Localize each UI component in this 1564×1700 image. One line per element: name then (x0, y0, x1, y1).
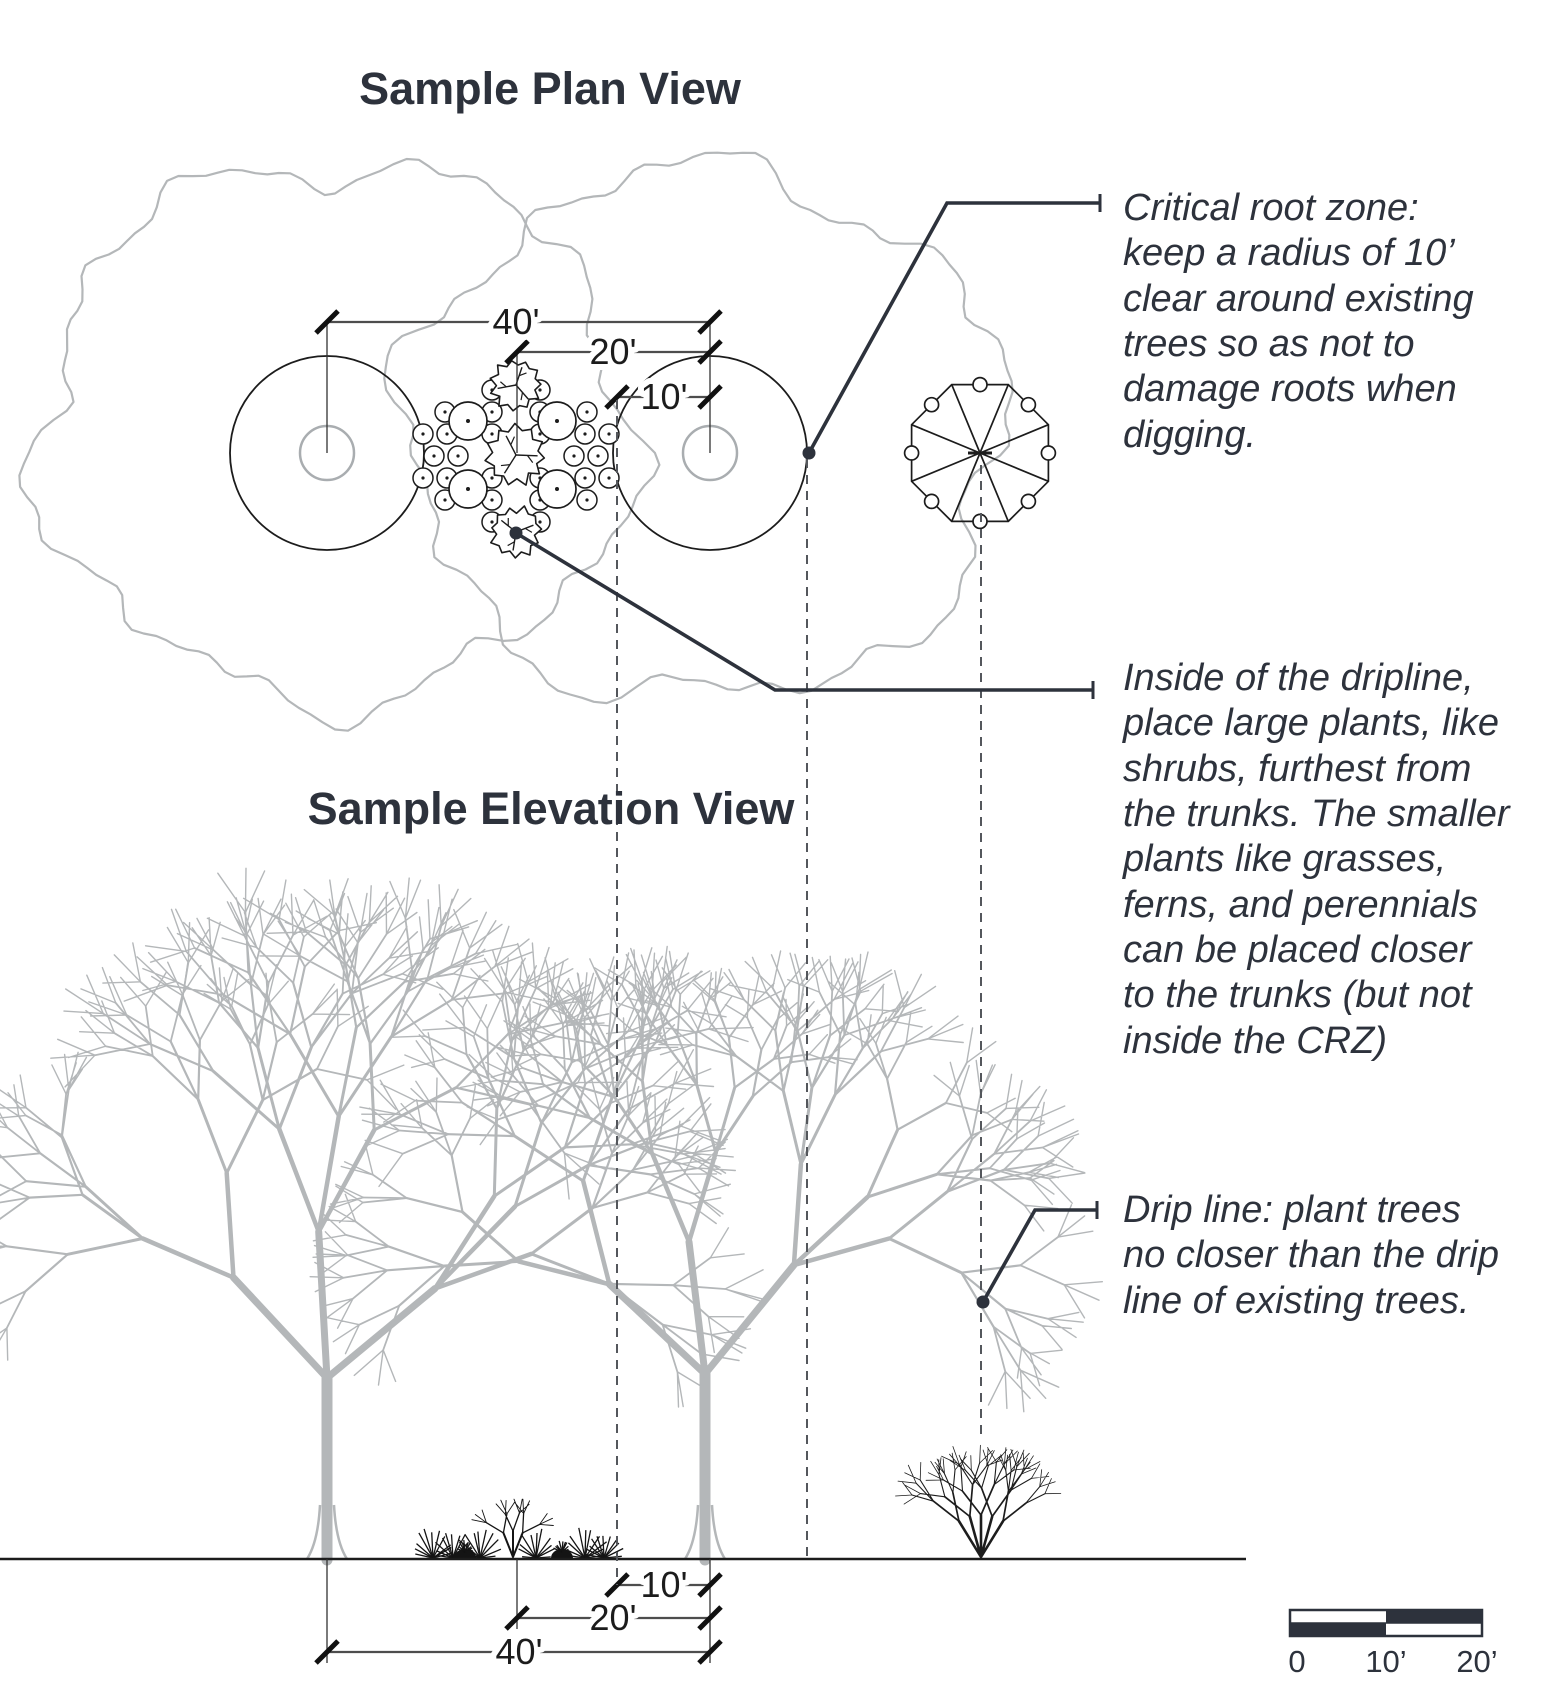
dim-label-40ft-plan: 40' (492, 301, 540, 342)
plan-view-title: Sample Plan View (359, 63, 741, 114)
dim-label-10ft-plan: 10' (640, 376, 688, 417)
dim-label-20ft-plan: 20' (589, 331, 637, 372)
annotation-line: to the trunks (but not (1123, 974, 1472, 1016)
elevation-dimensions (316, 1564, 721, 1672)
scale-bar-cell-dark (1290, 1623, 1386, 1636)
scale-bar (1288, 1610, 1497, 1679)
annotation-line: digging. (1123, 414, 1257, 456)
scale-label-20ft: 20’ (1456, 1644, 1498, 1679)
elevation-existing-trees (0, 868, 1102, 1560)
annotation-line: the trunks. The smaller (1123, 793, 1510, 835)
leader-dot (977, 1296, 990, 1309)
dim-label-10ft-elevation: 10' (640, 1564, 688, 1605)
dim-label-40ft-elevation: 40' (495, 1631, 543, 1672)
annotation-line: line of existing trees. (1123, 1280, 1470, 1322)
annotation-line: trees so as not to (1123, 323, 1415, 365)
elevation-new-tree (896, 1445, 1061, 1557)
annotation-line: clear around existing (1123, 278, 1474, 320)
leader-dot (510, 527, 523, 540)
leader-critical-root-zone (809, 203, 1100, 453)
annotation-dripline-planting (1122, 657, 1511, 1062)
annotation-line: Critical root zone: (1123, 187, 1419, 229)
annotation-line: Drip line: plant trees (1123, 1189, 1461, 1231)
elevation-view-title: Sample Elevation View (307, 783, 795, 834)
annotation-line: shrubs, furthest from (1123, 748, 1472, 790)
annotation-drip-line (1123, 1189, 1499, 1322)
scale-label-10ft: 10’ (1365, 1644, 1407, 1679)
annotation-line: plants like grasses, (1123, 838, 1447, 880)
leader-drip-line (983, 1210, 1097, 1302)
annotation-line: Inside of the dripline, (1123, 657, 1474, 699)
elevation-understory-plants (415, 1499, 623, 1558)
leader-dot (803, 447, 816, 460)
annotation-line: keep a radius of 10’ (1123, 232, 1455, 274)
annotation-critical-root-zone (1123, 187, 1474, 456)
scale-bar-cell-dark (1386, 1610, 1482, 1623)
annotation-line: damage roots when (1123, 368, 1457, 410)
annotation-line: place large plants, like (1123, 702, 1499, 744)
annotation-line: ferns, and perennials (1123, 884, 1478, 926)
annotation-line: can be placed closer (1123, 929, 1472, 971)
annotation-line: no closer than the drip (1123, 1234, 1500, 1276)
dim-label-20ft-elevation: 20' (589, 1597, 637, 1638)
annotation-line: inside the CRZ) (1123, 1020, 1387, 1062)
scale-label-0: 0 (1288, 1644, 1306, 1679)
